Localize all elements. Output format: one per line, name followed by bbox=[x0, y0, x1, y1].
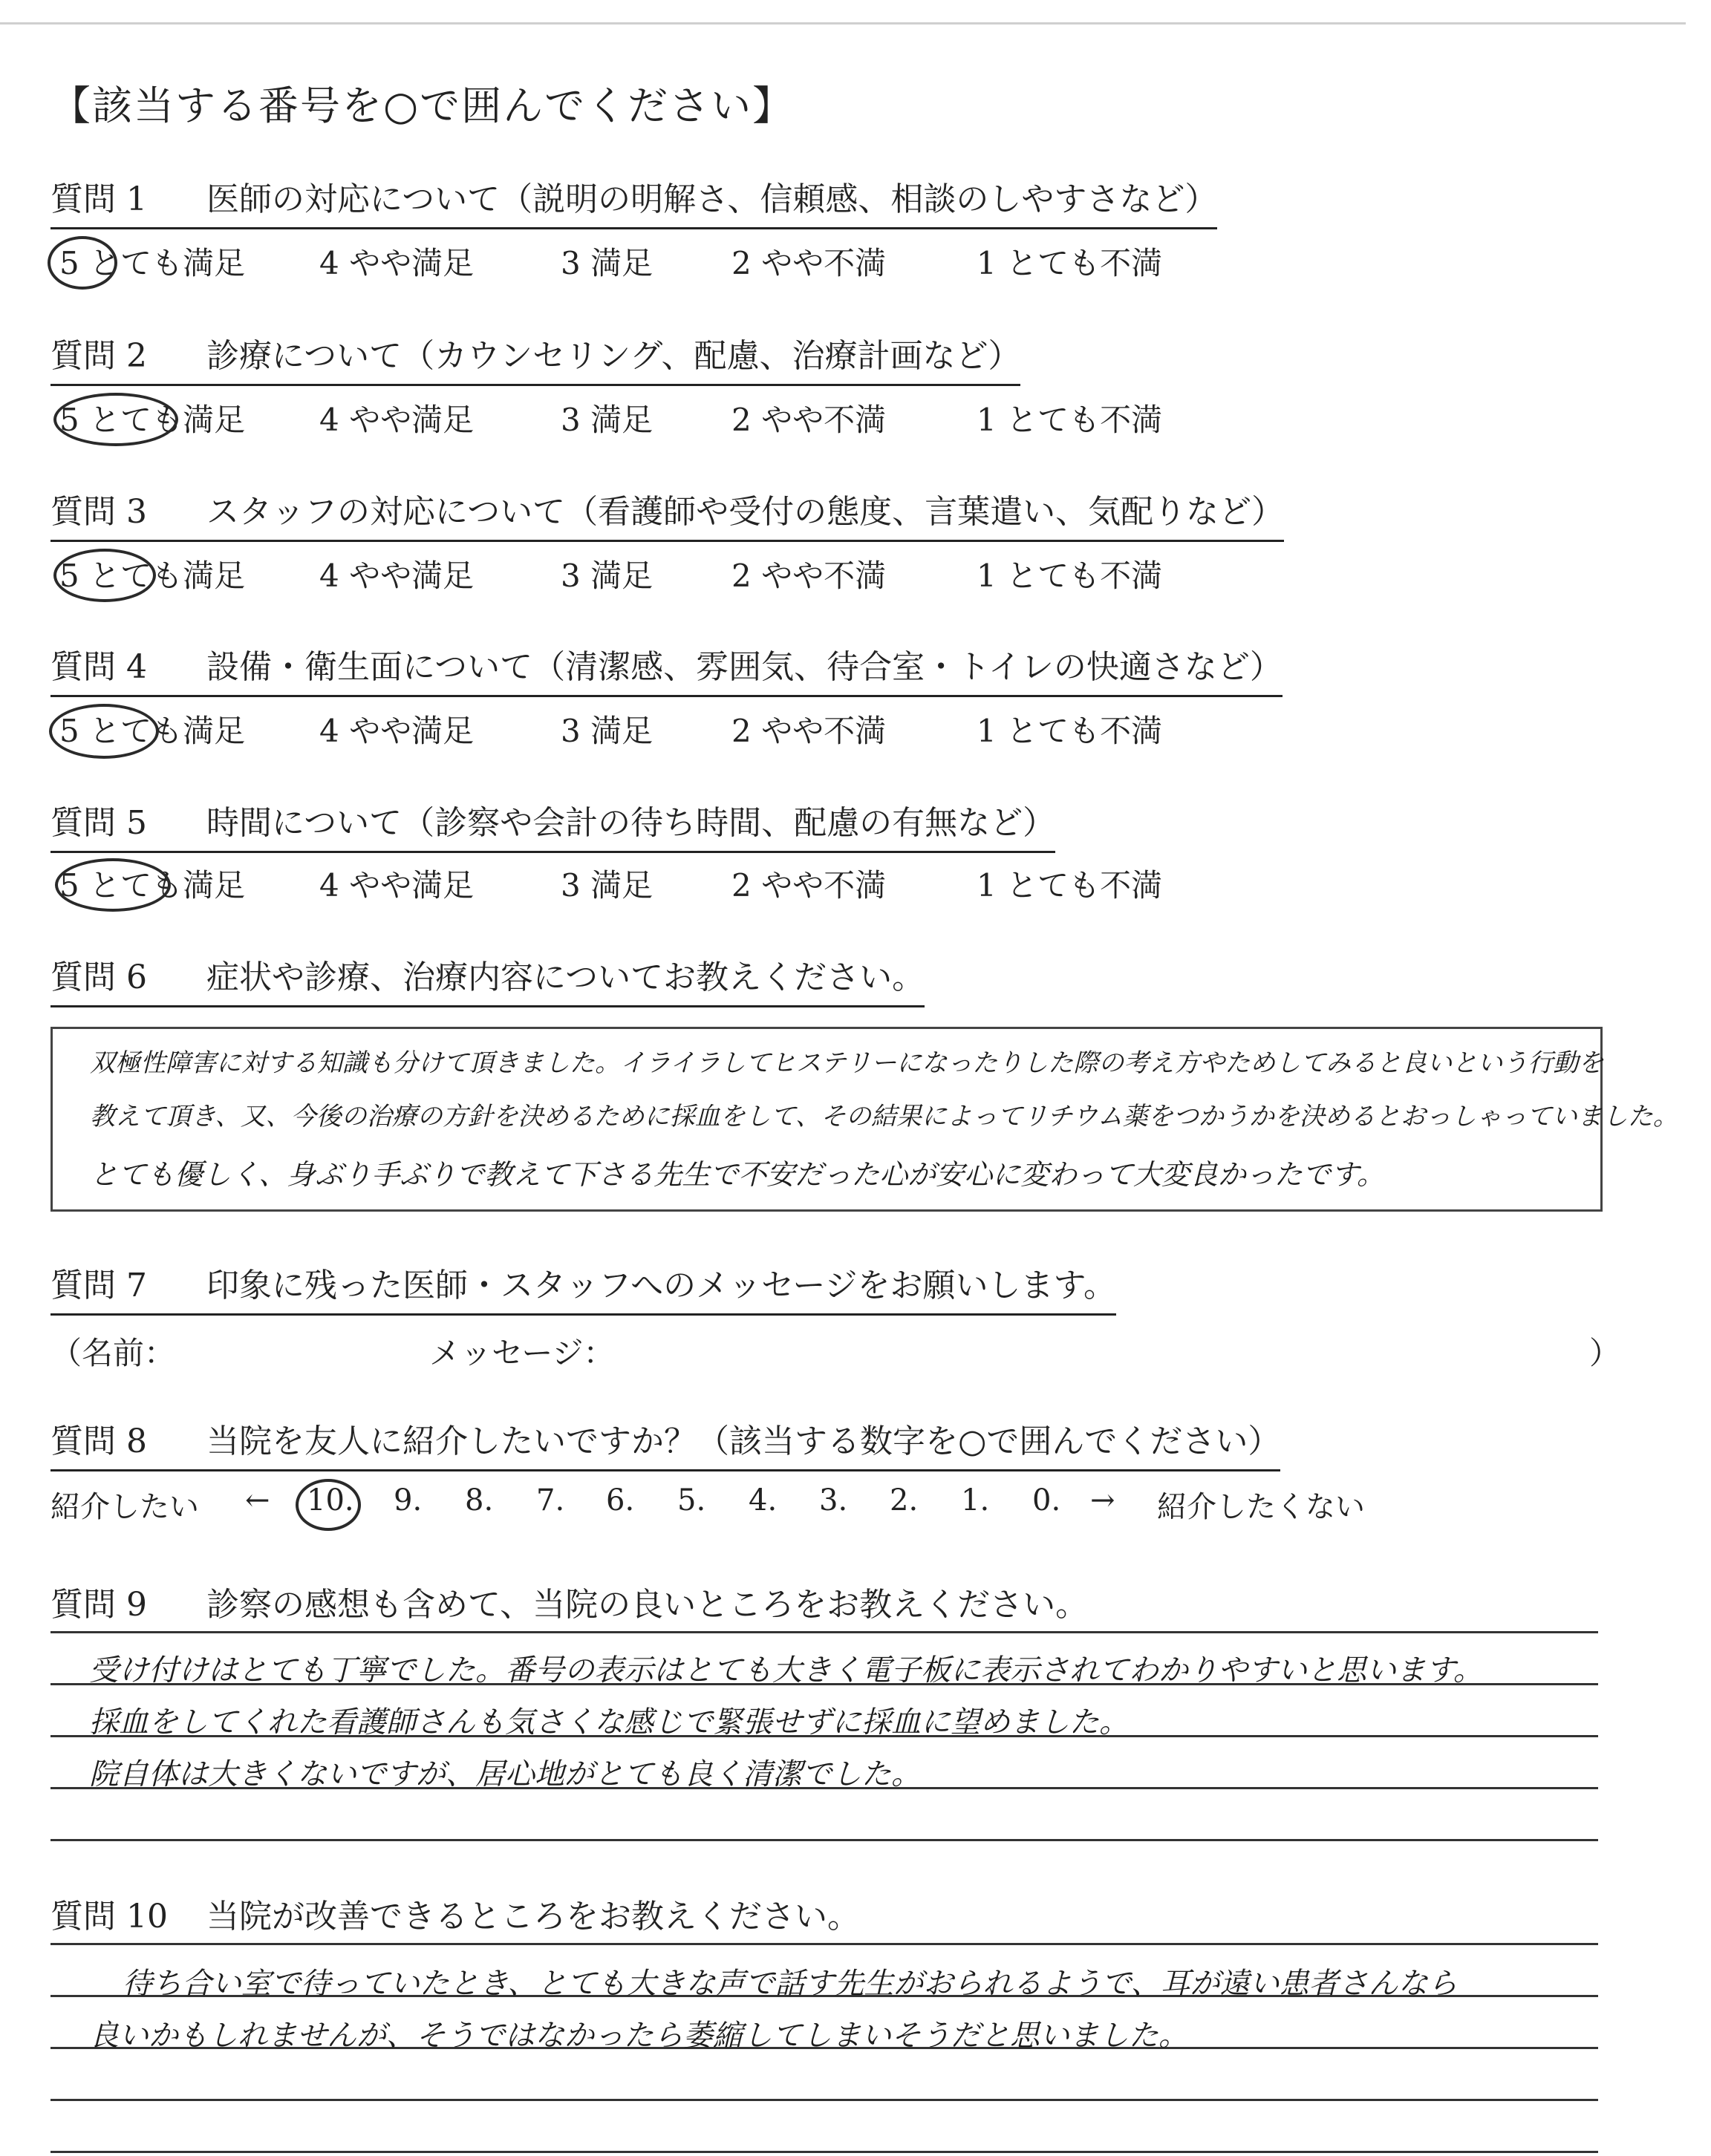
q8-option-9[interactable]: 9. bbox=[394, 1483, 423, 1518]
q3-option-4[interactable]: 4 やや満足 bbox=[319, 558, 475, 594]
q4-option-4[interactable]: 4 やや満足 bbox=[319, 713, 475, 749]
q5-selection-circle bbox=[55, 858, 171, 912]
question-10: 質問 10 当院が改善できるところをお教えください。 bbox=[50, 1898, 860, 1936]
q1-option-2[interactable]: 2 やや不満 bbox=[731, 245, 887, 281]
q3-option-2[interactable]: 2 やや不満 bbox=[731, 558, 887, 594]
q8-left-label: 紹介したい bbox=[50, 1490, 199, 1524]
q5-option-2[interactable]: 2 やや不満 bbox=[731, 867, 887, 904]
q5-option-1[interactable]: 1 とても不満 bbox=[977, 867, 1163, 904]
q4-option-5[interactable]: 5 とても満足 bbox=[59, 713, 246, 749]
q5-option-4[interactable]: 4 やや満足 bbox=[319, 867, 475, 904]
q10-rule-1 bbox=[50, 1943, 1598, 1945]
q8-option-4[interactable]: 4. bbox=[749, 1483, 778, 1518]
q9-rule-1 bbox=[50, 1631, 1598, 1633]
question-9: 質問 9 診察の感想も含めて、当院の良いところをお教えください。 bbox=[50, 1586, 1089, 1624]
question-3: 質問 3 スタッフの対応について（看護師や受付の態度、言葉遣い、気配りなど） bbox=[50, 485, 1284, 542]
q7-name-label: （名前： bbox=[50, 1335, 176, 1371]
page-top-edge bbox=[0, 22, 1686, 24]
q8-option-1[interactable]: 1. bbox=[961, 1483, 990, 1518]
q6-answer-box[interactable] bbox=[50, 1027, 1678, 1212]
q7-close-paren: ） bbox=[1589, 1335, 1621, 1371]
q1-option-3[interactable]: 3 満足 bbox=[561, 245, 654, 281]
q8-right-arrow: → bbox=[1090, 1483, 1115, 1518]
q3-option-5[interactable]: 5 とても満足 bbox=[59, 558, 246, 594]
q10-answer-line-1: 待ち合い室で待っていたとき、とても大きな声で話す先生がおられるようで、耳が遠い患者さんなら bbox=[123, 1967, 1458, 2001]
q2-selection-circle bbox=[53, 393, 178, 446]
q8-option-6[interactable]: 6. bbox=[606, 1483, 635, 1518]
question-5: 質問 5 時間について（診察や会計の待ち時間、配慮の有無など） bbox=[50, 796, 1055, 853]
q10-rule-5 bbox=[50, 2151, 1598, 2153]
q3-selection-circle bbox=[53, 549, 156, 602]
q6-answer-line-3: とても優しく、身ぶり手ぶりで教えて下さる先生で不安だった心が安心に変わって大変良かったです。 bbox=[90, 1158, 1385, 1191]
q9-rule-5 bbox=[50, 1839, 1598, 1841]
q10-answer-line-2: 良いかもしれませんが、そうではなかったら萎縮してしまいそうだと思いました。 bbox=[89, 2019, 1188, 2053]
q8-right-label: 紹介したくない bbox=[1157, 1490, 1365, 1524]
q2-option-2[interactable]: 2 やや不満 bbox=[731, 402, 887, 438]
question-6: 質問 6 症状や診療、治療内容についてお教えください。 bbox=[50, 950, 925, 1007]
q2-option-3[interactable]: 3 満足 bbox=[561, 402, 654, 438]
q4-option-1[interactable]: 1 とても不満 bbox=[977, 713, 1163, 749]
q1-option-4[interactable]: 4 やや満足 bbox=[319, 245, 475, 281]
q4-option-3[interactable]: 3 満足 bbox=[561, 713, 654, 749]
q9-answer-line-2: 採血をしてくれた看護師さんも気さくな感じで緊張せずに採血に望めました。 bbox=[89, 1705, 1129, 1740]
q4-selection-circle bbox=[49, 704, 159, 759]
q3-option-3[interactable]: 3 満足 bbox=[561, 558, 654, 594]
q1-option-5[interactable]: 5 とても満足 bbox=[59, 245, 246, 281]
q4-option-2[interactable]: 2 やや不満 bbox=[731, 713, 887, 749]
q8-option-8[interactable]: 8. bbox=[465, 1483, 494, 1518]
q8-option-7[interactable]: 7. bbox=[536, 1483, 565, 1518]
q1-option-1[interactable]: 1 とても不満 bbox=[977, 245, 1163, 281]
q5-option-5[interactable]: 5 とても満足 bbox=[59, 867, 246, 904]
q6-answer-line-1: 双極性障害に対する知識も分けて頂きました。イライラしてヒステリーになったりした際の考え方やためしてみると良いという行動を bbox=[90, 1048, 1604, 1078]
q9-answer-line-3: 院自体は大きくないですが、居心地がとても良く清潔でした。 bbox=[89, 1757, 921, 1791]
q6-answer-line-2: 教えて頂き、又、今後の治療の方針を決めるために採血をして、その結果によってリチウム薬をつかうかを決めるとおっしゃっていました。 bbox=[90, 1102, 1678, 1131]
q10-rule-4 bbox=[50, 2099, 1598, 2101]
q2-option-4[interactable]: 4 やや満足 bbox=[319, 402, 475, 438]
q8-option-2[interactable]: 2. bbox=[890, 1483, 919, 1518]
q1-selection-circle bbox=[48, 236, 117, 290]
q2-option-1[interactable]: 1 とても不満 bbox=[977, 402, 1163, 438]
q2-option-5[interactable]: 5 とても満足 bbox=[59, 402, 246, 438]
question-4: 質問 4 設備・衛生面について（清潔感、雰囲気、待合室・トイレの快適さなど） bbox=[50, 640, 1283, 697]
question-2: 質問 2 診療について（カウンセリング、配慮、治療計画など） bbox=[50, 329, 1020, 386]
question-7: 質問 7 印象に残った医師・スタッフへのメッセージをお願いします。 bbox=[50, 1258, 1116, 1316]
q7-message-label: メッセージ： bbox=[429, 1335, 615, 1371]
q9-answer-line-1: 受け付けはとても丁寧でした。番号の表示はとても大きく電子板に表示されてわかりやすいと思います。 bbox=[89, 1653, 1483, 1688]
q3-option-1[interactable]: 1 とても不満 bbox=[977, 558, 1163, 594]
q8-option-10[interactable]: 10. bbox=[307, 1483, 354, 1518]
q5-option-3[interactable]: 3 満足 bbox=[561, 867, 654, 904]
q8-option-5[interactable]: 5. bbox=[677, 1483, 706, 1518]
q8-option-3[interactable]: 3. bbox=[819, 1483, 848, 1518]
question-8: 質問 8 当院を友人に紹介したいですか？（該当する数字を○で囲んでください） bbox=[50, 1414, 1280, 1471]
question-1: 質問 1 医師の対応について（説明の明解さ、信頼感、相談のしやすさなど） bbox=[50, 172, 1217, 229]
q8-selection-circle bbox=[296, 1479, 361, 1531]
q8-left-arrow: ← bbox=[245, 1483, 270, 1518]
q8-option-0[interactable]: 0. bbox=[1032, 1483, 1061, 1518]
page-title: 【該当する番号を○で囲んでください】 bbox=[50, 82, 795, 129]
